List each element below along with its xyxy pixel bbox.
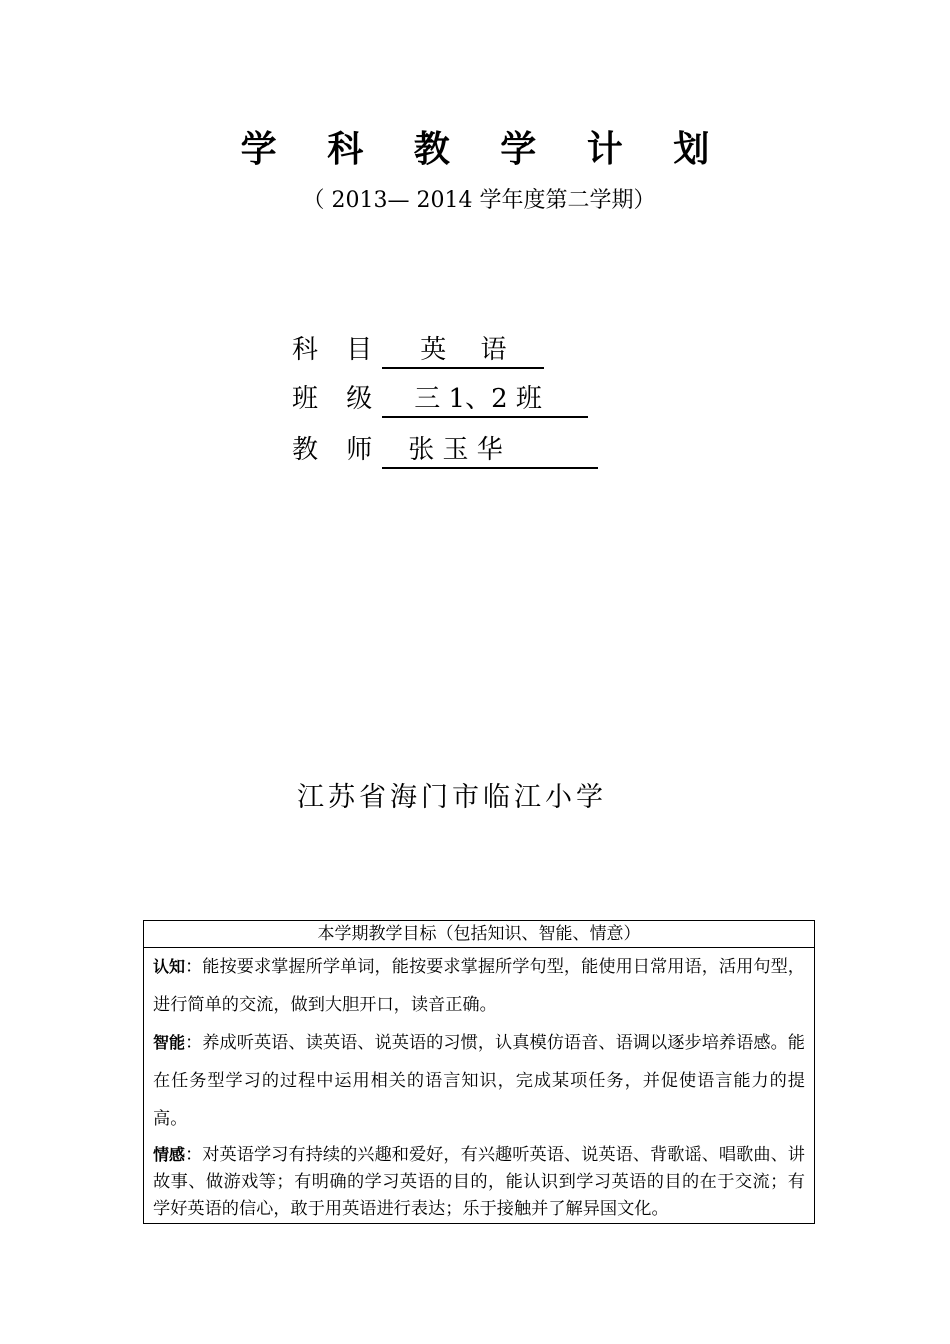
subject-value: 英 语	[382, 333, 544, 369]
class-field	[292, 379, 588, 419]
school-name: 江苏省海门市临江小学	[297, 782, 607, 813]
goal-ability	[153, 1024, 805, 1138]
teacher-field	[292, 430, 598, 470]
cognition-label: 认知	[153, 957, 186, 976]
teaching-goals-table	[143, 920, 815, 1224]
page-title: 学 科 教 学 计 划	[240, 129, 729, 170]
emotion-text: ：对英语学习有持续的兴趣和爱好，有兴趣听英语、说英语、背歌谣、唱歌曲、讲故事、做游戏等；有明确的学习英语的目的，能认识到学习英语的目的在于交流；有学好英语的信心，敢于用英语进行表达；乐于接触并了解异国文化。	[153, 1145, 805, 1219]
emotion-label: 情感	[153, 1145, 186, 1164]
class-label: 班 级	[292, 384, 383, 414]
teacher-label: 教 师	[292, 435, 383, 465]
ability-label: 智能	[153, 1033, 186, 1052]
goals-body	[144, 948, 814, 1223]
subject-label: 科 目	[292, 335, 383, 365]
goals-header: 本学期教学目标（包括知识、智能、情意）	[144, 921, 814, 948]
cognition-text: ：能按要求掌握所学单词，能按要求掌握所学句型，能使用日常用语，活用句型，进行简单的交流，做到大胆开口，读音正确。	[153, 957, 805, 1015]
goal-emotion	[153, 1138, 805, 1223]
class-value: 三 1、2 班	[382, 382, 588, 418]
school-term: （ 2013— 2014 学年度第二学期）	[302, 188, 656, 213]
subject-field	[292, 330, 544, 370]
teacher-value: 张 玉 华	[382, 433, 598, 469]
ability-text: ：养成听英语、读英语、说英语的习惯，认真模仿语音、语调以逐步培养语感。能在任务型学习的过程中运用相关的语言知识，完成某项任务，并促使语言能力的提高。	[153, 1033, 805, 1129]
goal-cognition	[153, 948, 805, 1024]
